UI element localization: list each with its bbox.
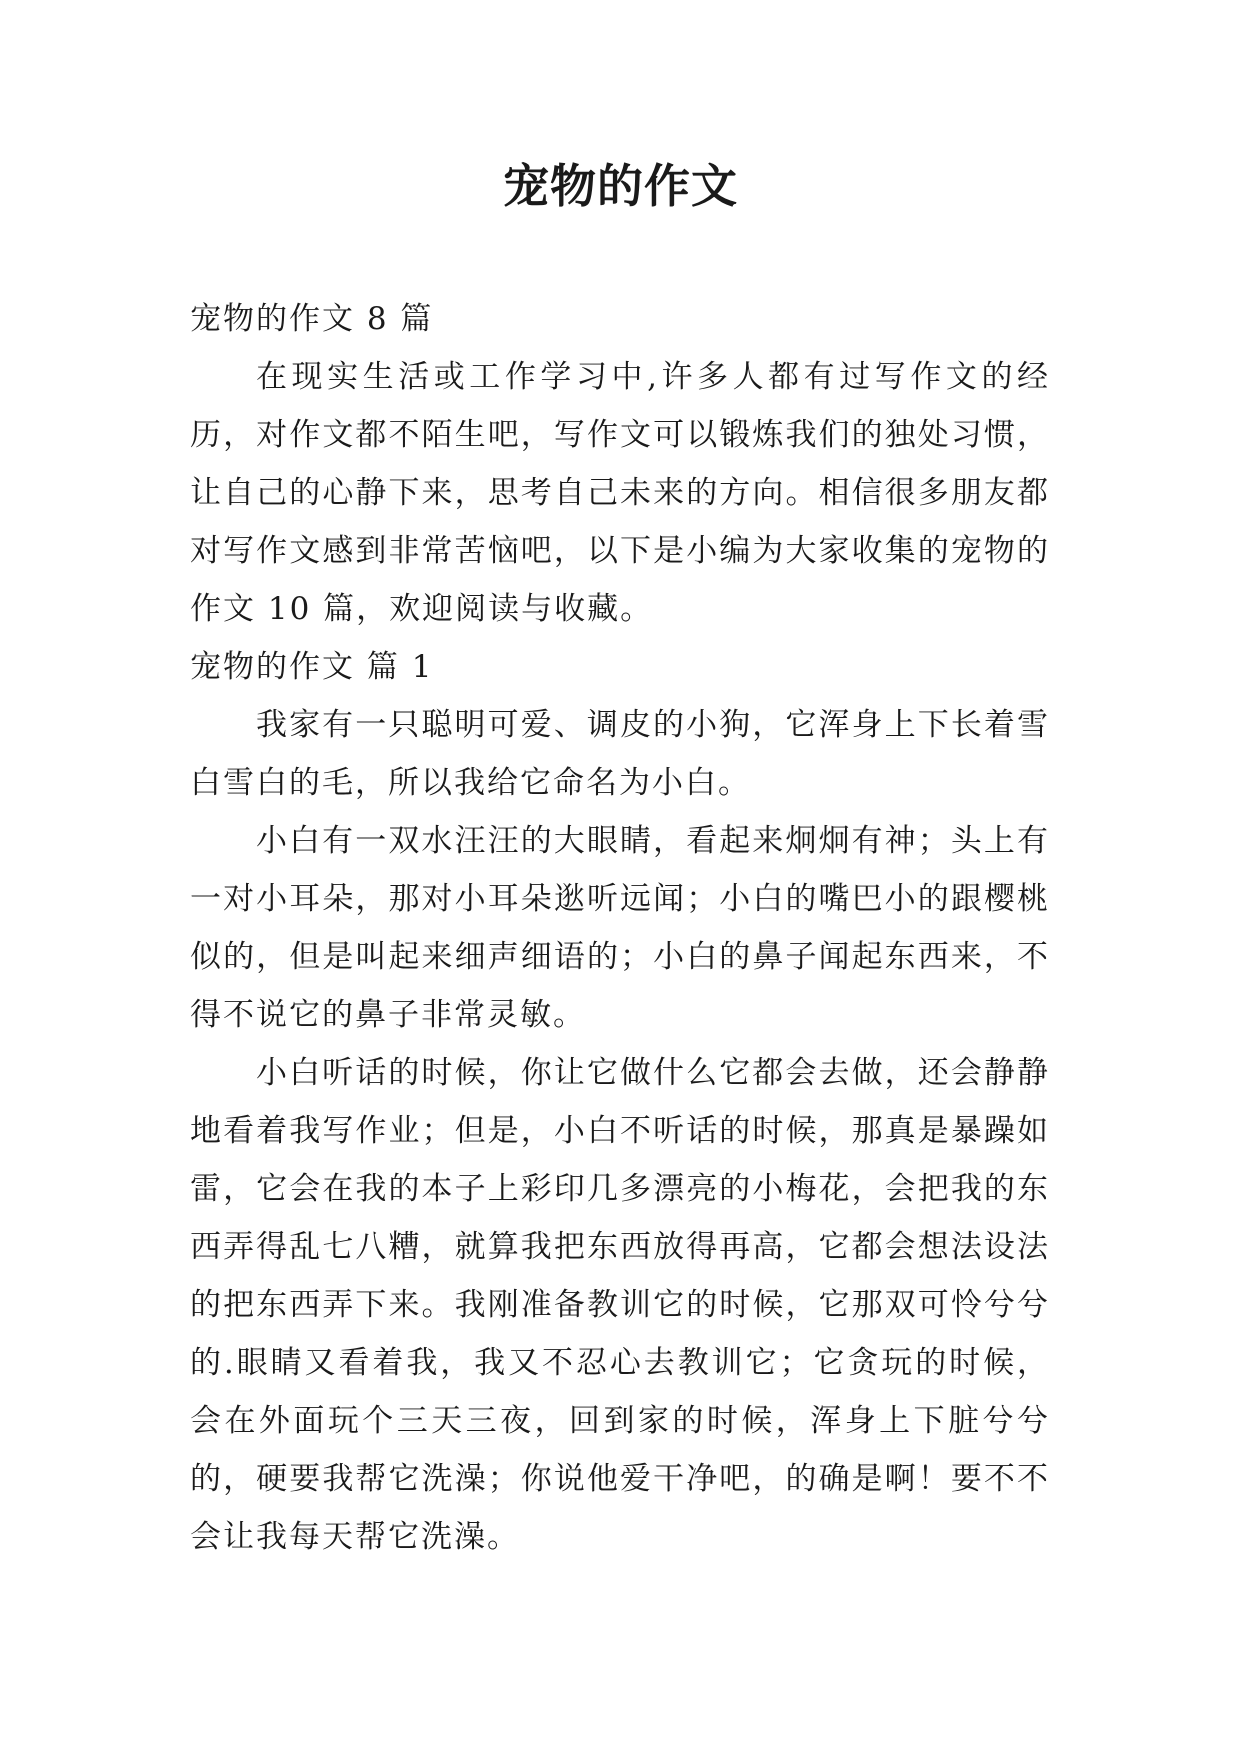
paragraph-intro: 在现实生活或工作学习中,许多人都有过写作文的经历，对作文都不陌生吧，写作文可以锻炼我们的独处习惯，让自己的心静下来，思考自己未来的方向。相信很多朋友都对写作文感到非常苦恼吧，以下是小编为大家收集的宠物的作文 10 篇，欢迎阅读与收藏。 bbox=[190, 359, 1050, 627]
document-body bbox=[190, 290, 1050, 1566]
paragraph-body: 小白有一双水汪汪的大眼睛，看起来炯炯有神；头上有一对小耳朵，那对小耳朵逖听远闻；小白的嘴巴小的跟樱桃似的，但是叫起来细声细语的；小白的鼻子闻起东西来，不得不说它的鼻子非常灵敏。 bbox=[190, 823, 1050, 1033]
paragraph-subtitle: 宠物的作文 8 篇 bbox=[190, 301, 434, 337]
paragraph-body: 小白听话的时候，你让它做什么它都会去做，还会静静地看着我写作业；但是，小白不听话的时候，那真是暴躁如雷，它会在我的本子上彩印几多漂亮的小梅花，会把我的东西弄得乱七八糟，就算我把东西放得再高，它都会想法设法的把东西弄下来。我刚准备教训它的时候，它那双可怜兮兮的.眼睛又看着我，我又不忍心去教训它；它贪玩的时候，会在外面玩个三天三夜，回到家的时候，浑身上下脏兮兮的，硬要我帮它洗澡；你说他爱干净吧，的确是啊！要不不会让我每天帮它洗澡。 bbox=[190, 1055, 1050, 1555]
document-title: 宠物的作文 bbox=[503, 159, 738, 213]
paragraph-section-heading: 宠物的作文 篇 1 bbox=[190, 649, 434, 685]
paragraph-body: 我家有一只聪明可爱、调皮的小狗，它浑身上下长着雪白雪白的毛，所以我给它命名为小白。 bbox=[190, 707, 1050, 801]
